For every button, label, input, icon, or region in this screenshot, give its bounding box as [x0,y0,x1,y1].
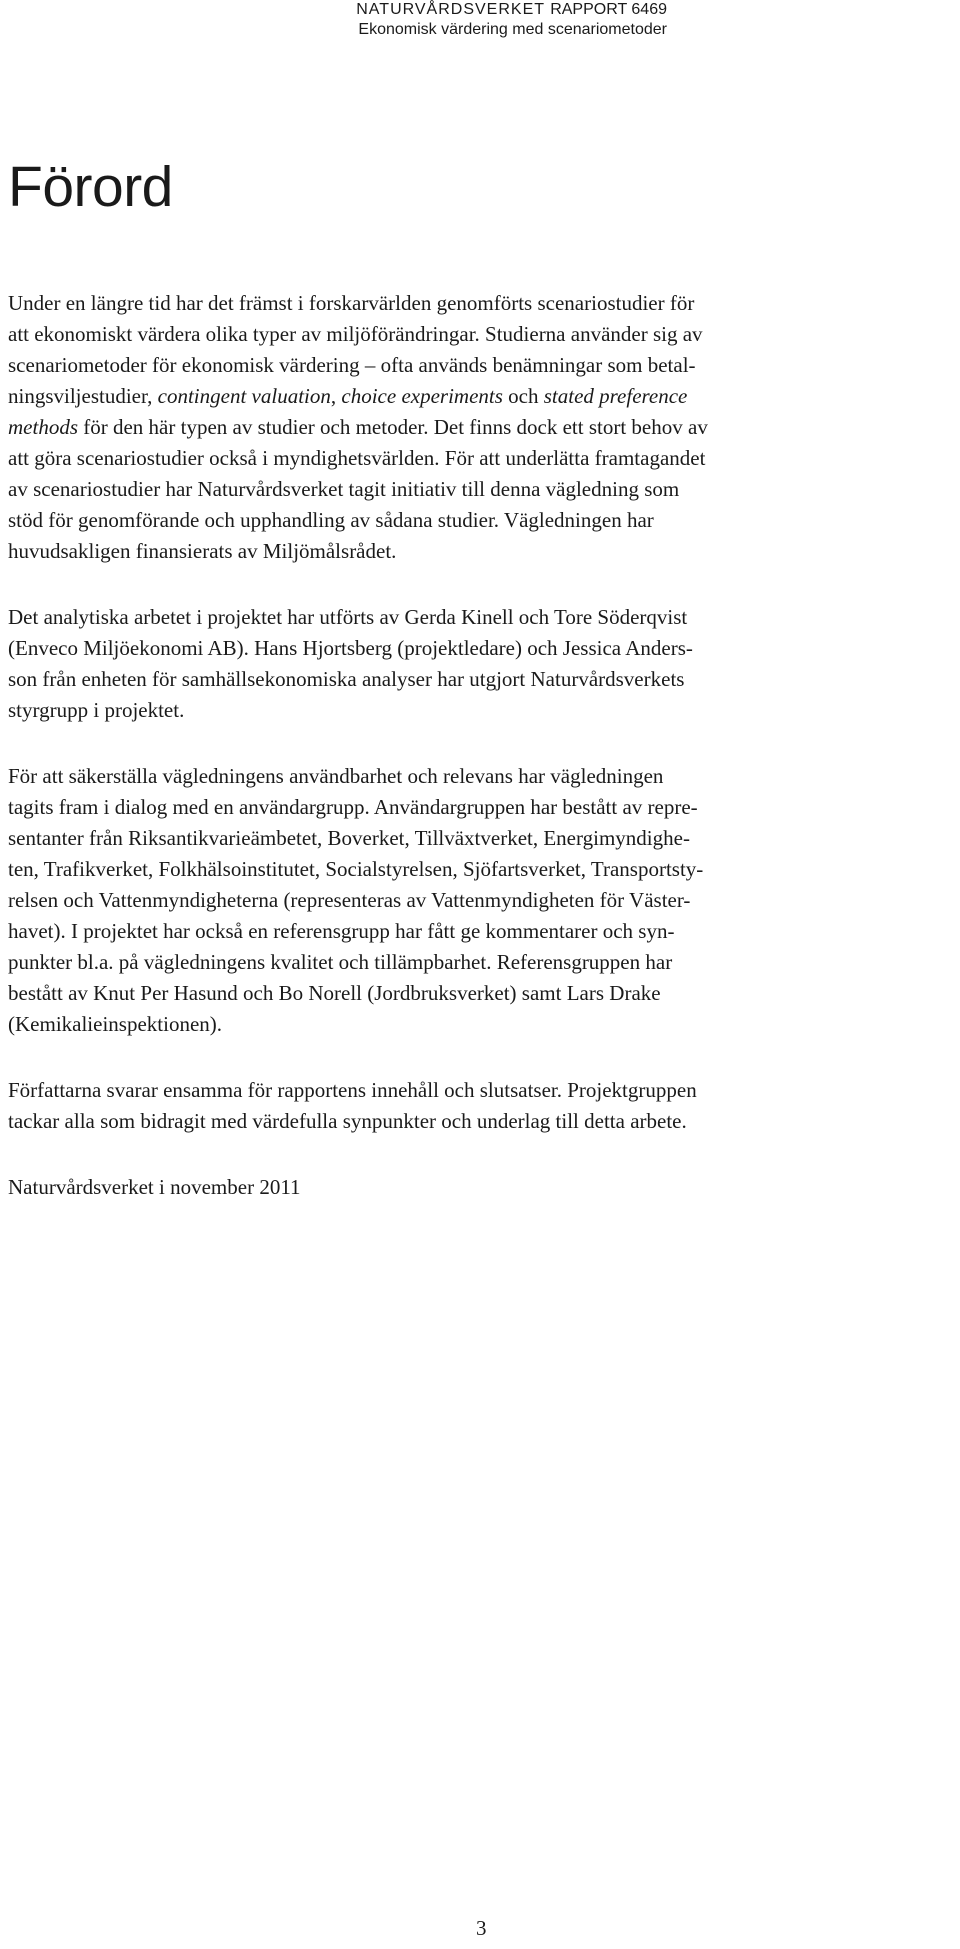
text-line: att ekonomiskt värdera olika typer av miljöförändringar. Studierna använder sig av [8,322,703,346]
text-line: punkter bl.a. på vägledningens kvalitet och tillämpbarhet. Referensgruppen har [8,950,673,974]
signature: Naturvårdsverket i november 2011 [8,1175,301,1199]
text-line: Det analytiska arbetet i projektet har utförts av Gerda Kinell och Tore Söderqvist [8,605,688,629]
text-line: stöd för genomförande och upphandling av sådana studier. Vägledningen har [8,508,654,532]
text-line: sentanter från Riksantikvarieämbetet, Boverket, Tillväxtverket, Energimyndighe- [8,826,690,850]
text-line: Under en längre tid har det främst i forskarvärlden genomförts scenariostudier för [8,291,695,315]
text-line: scenariometoder för ekonomisk värdering – ofta används benämningar som betal- [8,353,696,377]
paragraph-3 [8,761,938,1040]
text-line: ningsviljestudier, contingent valuation, choice experiments och stated preference [8,384,688,408]
text-line: ten, Trafikverket, Folkhälsoinstitutet, Socialstyrelsen, Sjöfartsverket, Transportsty- [8,857,704,881]
text-line: tagits fram i dialog med en användargrupp. Användargruppen har bestått av repre- [8,795,698,819]
paragraph-2 [8,602,938,726]
text-line: av scenariostudier har Naturvårdsverket tagit initiativ till denna vägledning som [8,477,680,501]
text-line: att göra scenariostudier också i myndighetsvärlden. För att underlätta framtagandet [8,446,706,470]
header-series-line [356,0,667,20]
paragraph-4 [8,1075,938,1137]
header-series: NATURVÅRDSVERKET [356,1,545,18]
text-line: (Enveco Miljöekonomi AB). Hans Hjortsberg (projektledare) och Jessica Anders- [8,636,693,660]
text-line: tackar alla som bidragit med värdefulla synpunkter och underlag till detta arbete. [8,1109,687,1133]
text-line: För att säkerställa vägledningens användbarhet och relevans har vägledningen [8,764,664,788]
text-line: son från enheten för samhällsekonomiska analyser har utgjort Naturvårdsverkets [8,667,685,691]
header-subtitle: Ekonomisk värdering med scenariometoder [358,21,667,38]
body-text [8,288,938,1238]
paragraph-1 [8,288,938,567]
text-line: havet). I projektet har också en referensgrupp har fått ge kommentarer och syn- [8,919,675,943]
text-line: methods för den här typen av studier och metoder. Det finns dock ett stort behov av [8,415,708,439]
text-line: relsen och Vattenmyndigheterna (representeras av Vattenmyndigheten för Väster- [8,888,691,912]
page-number: 3 [476,1916,487,1940]
running-header [356,0,667,40]
page-title: Förord [8,155,173,219]
text-line: Författarna svarar ensamma för rapportens innehåll och slutsatser. Projektgruppen [8,1078,697,1102]
header-report-number: RAPPORT 6469 [550,1,667,18]
text-line: bestått av Knut Per Hasund och Bo Norell (Jordbruksverket) samt Lars Drake [8,981,661,1005]
text-line: huvudsakligen finansierats av Miljömålsrådet. [8,539,397,563]
text-line: styrgrupp i projektet. [8,698,185,722]
text-line: (Kemikalieinspektionen). [8,1012,223,1036]
